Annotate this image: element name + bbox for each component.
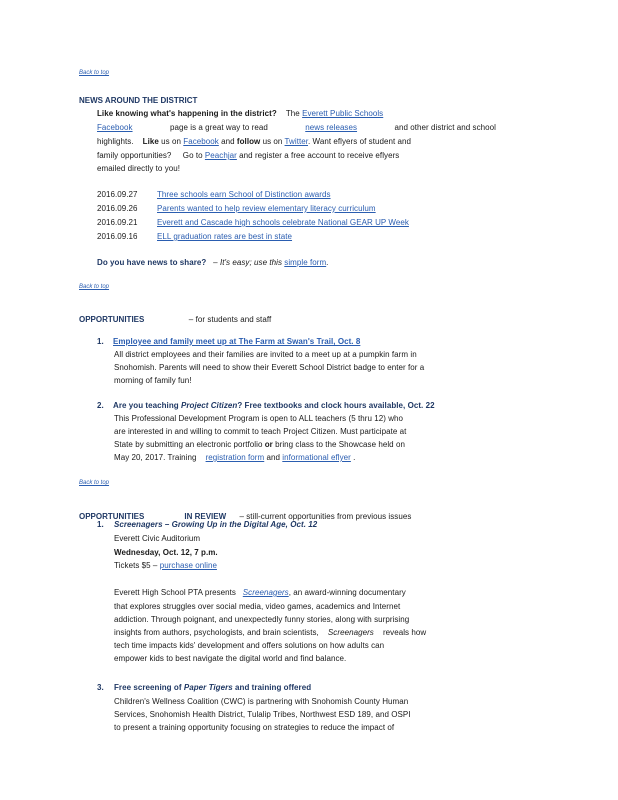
twitter-link[interactable]: Twitter (284, 137, 309, 146)
project-citizen-title (113, 401, 435, 410)
share-news-line (97, 258, 328, 267)
news-intro-line-4 (97, 151, 522, 160)
body-line: tech time impacts kids' development and offers solutions on how adults can (114, 641, 385, 650)
body-line: to present a training opportunity focusing on strategies to reduce the impact of (114, 723, 395, 732)
title-italic: Paper Tigers (183, 683, 233, 692)
body-text: bring class to the Showcase held on (275, 440, 405, 449)
or-text: or (264, 440, 273, 449)
body-text: reveals how (382, 628, 427, 637)
intro-text: and other district and school (394, 123, 496, 132)
title-text: ? Free textbooks and clock hours available, Oct. 22 (237, 401, 435, 410)
item-body-line: Snohomish. Parents will need to show their Everett School District badge to enter for a (114, 363, 425, 372)
title-text: Are you teaching (113, 401, 179, 410)
registration-form-link[interactable]: registration form (205, 453, 265, 462)
body-text: State by submitting an electronic portfolio (114, 440, 263, 449)
item-body-line: are interested in and willing to commit to teach Project Citizen. Must participate at (114, 427, 407, 436)
news-item-date: 2016.09.27 (97, 190, 138, 199)
item-body-line: morning of family fun! (114, 376, 192, 385)
news-item-link[interactable]: Three schools earn School of Distinction awards (157, 190, 331, 199)
follow-text: follow (236, 137, 261, 146)
tickets-text: Tickets $5 – (114, 561, 158, 570)
opportunities-heading: OPPORTUNITIES (79, 315, 145, 324)
simple-form-link[interactable]: simple form (284, 258, 327, 267)
body-line: Services, Snohomish Health District, Tulalip Tribes, Northwest ESD 189, and OSPI (114, 710, 411, 719)
review-heading: IN REVIEW (184, 512, 227, 521)
period: . (326, 258, 329, 267)
back-to-top-link[interactable]: Back to top (79, 70, 110, 76)
intro-bold: Like knowing what's happening in the district? (97, 109, 277, 118)
news-intro-line-3 (97, 137, 522, 146)
item-number: 1. (97, 520, 104, 529)
title-text: and training offered (235, 683, 312, 692)
everett-public-schools-link[interactable]: Everett Public Schools (302, 109, 384, 118)
intro-text: Go to (182, 151, 203, 160)
purchase-online-link[interactable]: purchase online (159, 561, 217, 570)
item-body-line: This Professional Development Program is open to ALL teachers (5 thru 12) who (114, 414, 404, 423)
informational-eflyer-link[interactable]: informational eflyer (282, 453, 351, 462)
back-to-top-link[interactable]: Back to top (79, 284, 110, 290)
back-to-top-link[interactable]: Back to top (79, 480, 110, 486)
intro-text: us on (161, 137, 181, 146)
facebook-link[interactable]: Facebook (183, 137, 219, 146)
news-intro-line-5: emailed directly to you! (97, 164, 181, 173)
news-item-link[interactable]: Parents wanted to help review elementary literacy curriculum (157, 204, 376, 213)
body-text: May 20, 2017. Training (114, 453, 197, 462)
event-datetime: Wednesday, Oct. 12, 7 p.m. (114, 548, 218, 557)
period: . (353, 453, 356, 462)
farm-meetup-link[interactable]: Employee and family meet up at The Farm at Swan's Trail, Oct. 8 (113, 337, 361, 346)
review-heading: OPPORTUNITIES (79, 512, 145, 521)
body-italic: Screenagers (327, 628, 374, 637)
intro-text: highlights. (97, 137, 134, 146)
body-line: addiction. Through poignant, and unexpectedly funny stories, along with surprising (114, 615, 410, 624)
screenagers-link[interactable]: Screenagers (242, 588, 289, 597)
item-body-line (114, 440, 405, 449)
share-text: It's easy; use this (219, 258, 282, 267)
intro-text: page is a great way to read (169, 123, 268, 132)
paper-tigers-title (114, 683, 311, 692)
body-line: Children's Wellness Coalition (CWC) is partnering with Snohomish County Human (114, 697, 409, 706)
venue: Everett Civic Auditorium (114, 534, 201, 543)
body-text: Everett High School PTA presents (114, 588, 236, 597)
news-item-date: 2016.09.21 (97, 218, 138, 227)
intro-text: us on (262, 137, 283, 146)
news-releases-link[interactable]: news releases (305, 123, 358, 132)
intro-text: and register a free account to receive eflyers (239, 151, 400, 160)
intro-text: family opportunities? (97, 151, 172, 160)
review-subheading: – still-current opportunities from previous issues (239, 512, 412, 521)
title-text: Free screening of (114, 683, 182, 692)
dash: – (213, 258, 218, 267)
share-prompt: Do you have news to share? (97, 258, 207, 267)
peachjar-link[interactable]: Peachjar (204, 151, 237, 160)
item-number: 1. (97, 337, 104, 346)
news-heading: NEWS AROUND THE DISTRICT (79, 96, 198, 105)
body-text: insights from authors, psychologists, and brain scientists, (114, 628, 319, 637)
news-item-date: 2016.09.26 (97, 204, 138, 213)
news-item-link[interactable]: ELL graduation rates are best in state (157, 232, 293, 241)
body-line: empower kids to best navigate the digital world and find balance. (114, 654, 347, 663)
like-text: Like (142, 137, 159, 146)
screenagers-title: Screenagers – Growing Up in the Digital Age, Oct. 12 (114, 520, 318, 529)
news-intro-line-1 (97, 109, 517, 118)
tickets-line (114, 561, 217, 570)
opportunities-subheading: – for students and staff (188, 315, 272, 324)
body-line: that explores struggles over social media, video games, academics and Internet (114, 602, 401, 611)
item-body-line (114, 453, 355, 462)
body-text: and (266, 453, 281, 462)
news-intro-line-2 (97, 123, 496, 132)
body-line (114, 588, 406, 597)
body-line (114, 628, 426, 637)
title-italic: Project Citizen (180, 401, 238, 410)
intro-text: . Want eflyers of student and (308, 137, 412, 146)
news-item-link[interactable]: Everett and Cascade high schools celebrate National GEAR UP Week (157, 218, 409, 227)
item-number: 3. (97, 683, 104, 692)
item-number: 2. (97, 401, 104, 410)
opportunities-heading-row (79, 309, 271, 327)
item-body-line: All district employees and their families are invited to a meet up at a pumpkin farm in (114, 350, 417, 359)
intro-text: and (221, 137, 235, 146)
intro-text: The (285, 109, 300, 118)
news-item-date: 2016.09.16 (97, 232, 138, 241)
body-text: , an award-winning documentary (288, 588, 406, 597)
facebook-page-link[interactable]: Facebook (97, 123, 133, 132)
